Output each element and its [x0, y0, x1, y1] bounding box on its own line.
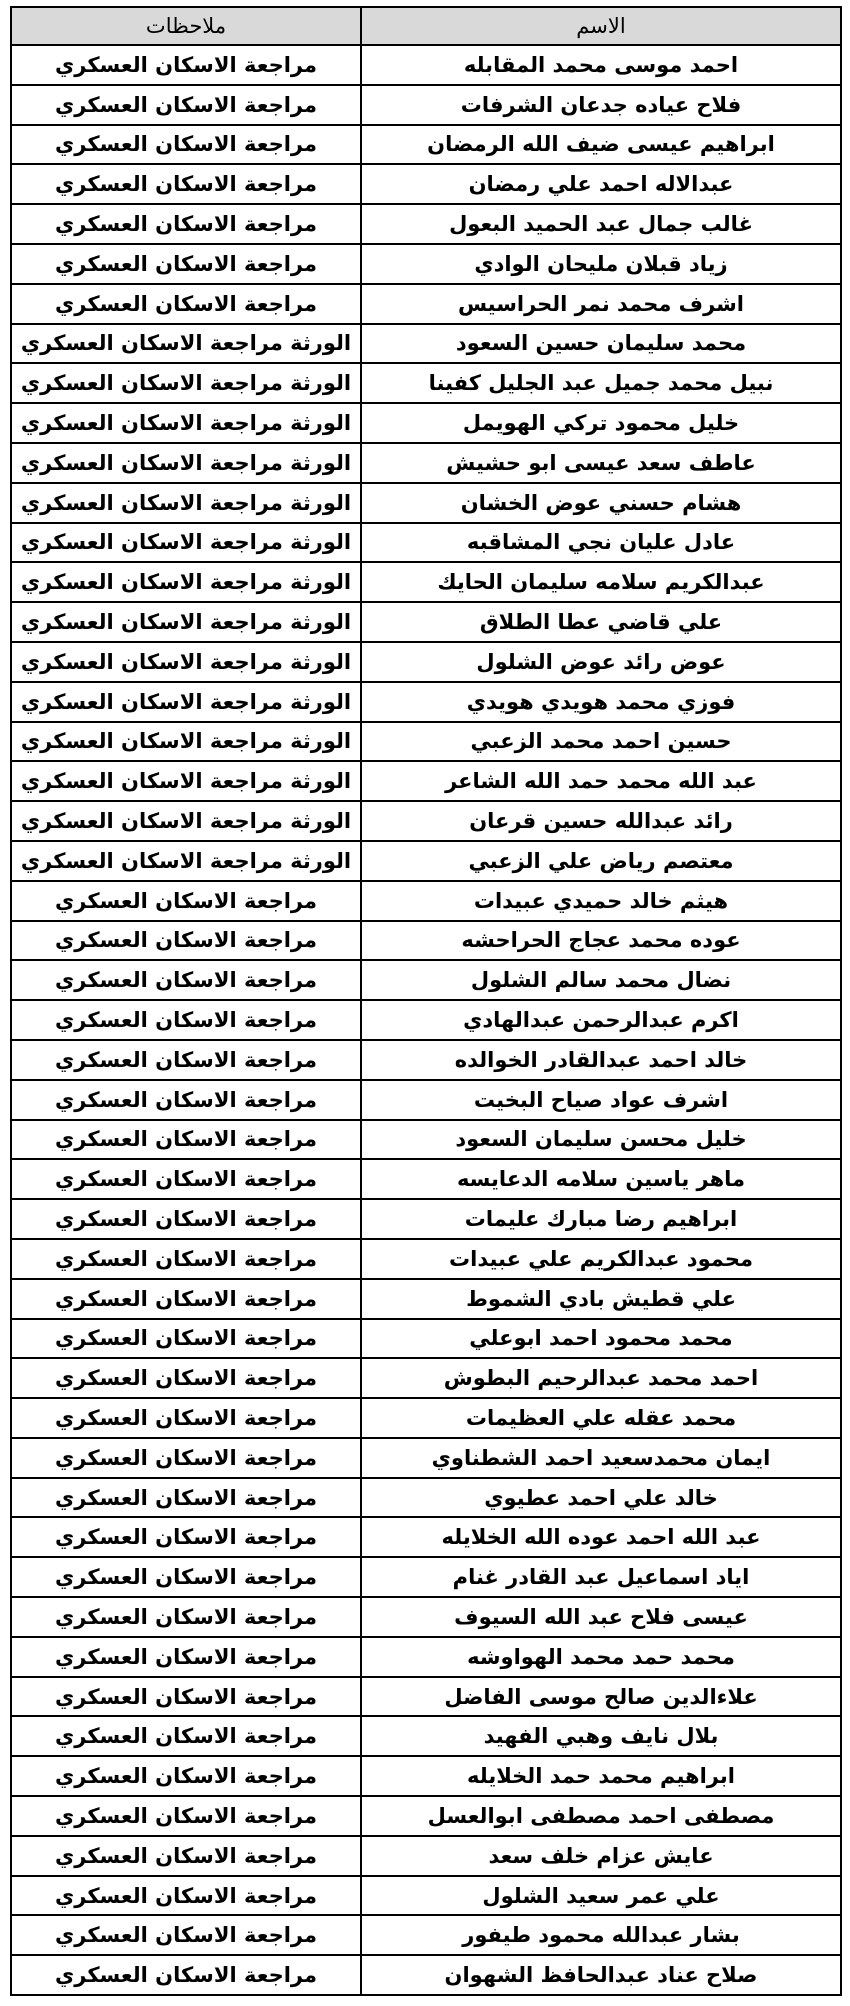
notes-cell: مراجعة الاسكان العسكري — [11, 164, 361, 204]
table-row — [11, 761, 841, 801]
name-cell: محمد سليمان حسين السعود — [361, 324, 841, 364]
table-row — [11, 1000, 841, 1040]
notes-cell: مراجعة الاسكان العسكري — [11, 1597, 361, 1637]
name-cell: ايمان محمدسعيد احمد الشطناوي — [361, 1438, 841, 1478]
table-row — [11, 1756, 841, 1796]
name-cell: ابراهيم عيسى ضيف الله الرمضان — [361, 125, 841, 165]
table-row — [11, 801, 841, 841]
notes-cell: مراجعة الاسكان العسكري — [11, 1756, 361, 1796]
name-cell: محمد عقله علي العظيمات — [361, 1398, 841, 1438]
table-row — [11, 1199, 841, 1239]
name-cell: علي قاضي عطا الطلاق — [361, 602, 841, 642]
notes-cell: مراجعة الاسكان العسكري — [11, 1955, 361, 1995]
table-row — [11, 483, 841, 523]
header-row — [11, 7, 841, 45]
notes-column-header: ملاحظات — [11, 7, 361, 45]
name-cell: عوض رائد عوض الشلول — [361, 642, 841, 682]
notes-cell: مراجعة الاسكان العسكري — [11, 1478, 361, 1518]
name-cell: عبدالكريم سلامه سليمان الحايك — [361, 562, 841, 602]
notes-cell: مراجعة الاسكان العسكري — [11, 1159, 361, 1199]
name-cell: خالد علي احمد عطيوي — [361, 1478, 841, 1518]
notes-cell: الورثة مراجعة الاسكان العسكري — [11, 562, 361, 602]
table-body — [11, 45, 841, 1995]
table-row — [11, 1438, 841, 1478]
name-cell: زياد قبلان مليحان الوادي — [361, 244, 841, 284]
name-cell: رائد عبدالله حسين قرعان — [361, 801, 841, 841]
table-row — [11, 1597, 841, 1637]
table-row — [11, 1716, 841, 1756]
table-row — [11, 602, 841, 642]
notes-cell: الورثة مراجعة الاسكان العسكري — [11, 483, 361, 523]
table-row — [11, 85, 841, 125]
name-cell: هيثم خالد حميدي عبيدات — [361, 881, 841, 921]
notes-cell: مراجعة الاسكان العسكري — [11, 1517, 361, 1557]
table-row — [11, 1517, 841, 1557]
name-cell: ابراهيم رضا مبارك عليمات — [361, 1199, 841, 1239]
table-row — [11, 1279, 841, 1319]
table-row — [11, 1637, 841, 1677]
notes-cell: مراجعة الاسكان العسكري — [11, 881, 361, 921]
table-row — [11, 841, 841, 881]
notes-cell: الورثة مراجعة الاسكان العسكري — [11, 403, 361, 443]
notes-cell: مراجعة الاسكان العسكري — [11, 1358, 361, 1398]
name-cell: احمد موسى محمد المقابله — [361, 45, 841, 85]
table-header — [11, 7, 841, 45]
table-row — [11, 1159, 841, 1199]
name-cell: محمد حمد محمد الهواوشه — [361, 1637, 841, 1677]
name-cell: ماهر ياسين سلامه الدعايسه — [361, 1159, 841, 1199]
notes-cell: مراجعة الاسكان العسكري — [11, 1557, 361, 1597]
name-cell: بلال نايف وهبي الفهيد — [361, 1716, 841, 1756]
notes-cell: مراجعة الاسكان العسكري — [11, 85, 361, 125]
name-cell: غالب جمال عبد الحميد البعول — [361, 204, 841, 244]
table-row — [11, 562, 841, 602]
name-cell: صلاح عناد عبدالحافظ الشهوان — [361, 1955, 841, 1995]
notes-cell: مراجعة الاسكان العسكري — [11, 1677, 361, 1717]
name-cell: عبد الله احمد عوده الله الخلايله — [361, 1517, 841, 1557]
table-row — [11, 960, 841, 1000]
notes-cell: مراجعة الاسكان العسكري — [11, 1398, 361, 1438]
table-row — [11, 324, 841, 364]
notes-cell: الورثة مراجعة الاسكان العسكري — [11, 761, 361, 801]
name-cell: عاطف سعد عيسى ابو حشيش — [361, 443, 841, 483]
table-row — [11, 1120, 841, 1160]
notes-cell: مراجعة الاسكان العسكري — [11, 244, 361, 284]
name-cell: نبيل محمد جميل عبد الجليل كفينا — [361, 363, 841, 403]
name-cell: علي عمر سعيد الشلول — [361, 1876, 841, 1916]
table-row — [11, 642, 841, 682]
notes-cell: مراجعة الاسكان العسكري — [11, 1000, 361, 1040]
name-cell: محمد محمود احمد ابوعلي — [361, 1319, 841, 1359]
names-table — [10, 6, 842, 1996]
table-row — [11, 244, 841, 284]
notes-cell: الورثة مراجعة الاسكان العسكري — [11, 363, 361, 403]
notes-cell: الورثة مراجعة الاسكان العسكري — [11, 324, 361, 364]
table-row — [11, 881, 841, 921]
notes-cell: مراجعة الاسكان العسكري — [11, 1199, 361, 1239]
notes-cell: مراجعة الاسكان العسكري — [11, 1040, 361, 1080]
name-cell: عيسى فلاح عبد الله السيوف — [361, 1597, 841, 1637]
name-column-header: الاسم — [361, 7, 841, 45]
notes-cell: مراجعة الاسكان العسكري — [11, 284, 361, 324]
notes-cell: الورثة مراجعة الاسكان العسكري — [11, 523, 361, 563]
notes-cell: مراجعة الاسكان العسكري — [11, 1319, 361, 1359]
table-row — [11, 722, 841, 762]
table-row — [11, 523, 841, 563]
name-cell: نضال محمد سالم الشلول — [361, 960, 841, 1000]
table-row — [11, 1239, 841, 1279]
table-row — [11, 1557, 841, 1597]
table-row — [11, 164, 841, 204]
names-sheet — [10, 6, 840, 1996]
table-row — [11, 1080, 841, 1120]
name-cell: هشام حسني عوض الخشان — [361, 483, 841, 523]
notes-cell: مراجعة الاسكان العسكري — [11, 1637, 361, 1677]
table-row — [11, 204, 841, 244]
name-cell: بشار عبدالله محمود طيفور — [361, 1915, 841, 1955]
notes-cell: مراجعة الاسكان العسكري — [11, 1279, 361, 1319]
name-cell: اشرف عواد صياح البخيت — [361, 1080, 841, 1120]
notes-cell: مراجعة الاسكان العسكري — [11, 921, 361, 961]
name-cell: خليل محسن سليمان السعود — [361, 1120, 841, 1160]
name-cell: محمود عبدالكريم علي عبيدات — [361, 1239, 841, 1279]
table-row — [11, 284, 841, 324]
notes-cell: مراجعة الاسكان العسكري — [11, 1438, 361, 1478]
name-cell: اشرف محمد نمر الحراسيس — [361, 284, 841, 324]
name-cell: مصطفى احمد مصطفى ابوالعسل — [361, 1796, 841, 1836]
notes-cell: مراجعة الاسكان العسكري — [11, 1080, 361, 1120]
name-cell: اكرم عبدالرحمن عبدالهادي — [361, 1000, 841, 1040]
table-row — [11, 125, 841, 165]
notes-cell: الورثة مراجعة الاسكان العسكري — [11, 642, 361, 682]
notes-cell: مراجعة الاسكان العسكري — [11, 1876, 361, 1916]
name-cell: عبد الله محمد حمد الله الشاعر — [361, 761, 841, 801]
notes-cell: مراجعة الاسكان العسكري — [11, 960, 361, 1000]
notes-cell: الورثة مراجعة الاسكان العسكري — [11, 443, 361, 483]
name-cell: علي قطيش بادي الشموط — [361, 1279, 841, 1319]
table-row — [11, 1876, 841, 1916]
name-cell: فوزي محمد هويدي هويدي — [361, 682, 841, 722]
table-row — [11, 921, 841, 961]
name-cell: عوده محمد عجاج الحراحشه — [361, 921, 841, 961]
table-row — [11, 443, 841, 483]
notes-cell: مراجعة الاسكان العسكري — [11, 125, 361, 165]
name-cell: ابراهيم محمد حمد الخلايله — [361, 1756, 841, 1796]
notes-cell: مراجعة الاسكان العسكري — [11, 1239, 361, 1279]
table-row — [11, 1955, 841, 1995]
notes-cell: مراجعة الاسكان العسكري — [11, 204, 361, 244]
notes-cell: الورثة مراجعة الاسكان العسكري — [11, 602, 361, 642]
table-row — [11, 1398, 841, 1438]
name-cell: اياد اسماعيل عبد القادر غنام — [361, 1557, 841, 1597]
notes-cell: الورثة مراجعة الاسكان العسكري — [11, 722, 361, 762]
table-row — [11, 1677, 841, 1717]
table-row — [11, 1478, 841, 1518]
table-row — [11, 45, 841, 85]
table-row — [11, 363, 841, 403]
table-row — [11, 1915, 841, 1955]
name-cell: معتصم رياض علي الزعبي — [361, 841, 841, 881]
notes-cell: مراجعة الاسكان العسكري — [11, 1915, 361, 1955]
table-row — [11, 1040, 841, 1080]
name-cell: عادل عليان نجي المشاقبه — [361, 523, 841, 563]
name-cell: خالد احمد عبدالقادر الخوالده — [361, 1040, 841, 1080]
notes-cell: الورثة مراجعة الاسكان العسكري — [11, 801, 361, 841]
name-cell: خليل محمود تركي الهويمل — [361, 403, 841, 443]
table-row — [11, 1796, 841, 1836]
table-row — [11, 403, 841, 443]
notes-cell: مراجعة الاسكان العسكري — [11, 1796, 361, 1836]
name-cell: حسين احمد محمد الزعبي — [361, 722, 841, 762]
name-cell: احمد محمد عبدالرحيم البطوش — [361, 1358, 841, 1398]
notes-cell: الورثة مراجعة الاسكان العسكري — [11, 682, 361, 722]
table-row — [11, 1836, 841, 1876]
table-row — [11, 1319, 841, 1359]
name-cell: فلاح عياده جدعان الشرفات — [361, 85, 841, 125]
table-row — [11, 682, 841, 722]
notes-cell: مراجعة الاسكان العسكري — [11, 45, 361, 85]
name-cell: علاءالدين صالح موسى الفاضل — [361, 1677, 841, 1717]
notes-cell: الورثة مراجعة الاسكان العسكري — [11, 841, 361, 881]
notes-cell: مراجعة الاسكان العسكري — [11, 1716, 361, 1756]
notes-cell: مراجعة الاسكان العسكري — [11, 1120, 361, 1160]
notes-cell: مراجعة الاسكان العسكري — [11, 1836, 361, 1876]
name-cell: عبدالاله احمد علي رمضان — [361, 164, 841, 204]
table-row — [11, 1358, 841, 1398]
name-cell: عايش عزام خلف سعد — [361, 1836, 841, 1876]
